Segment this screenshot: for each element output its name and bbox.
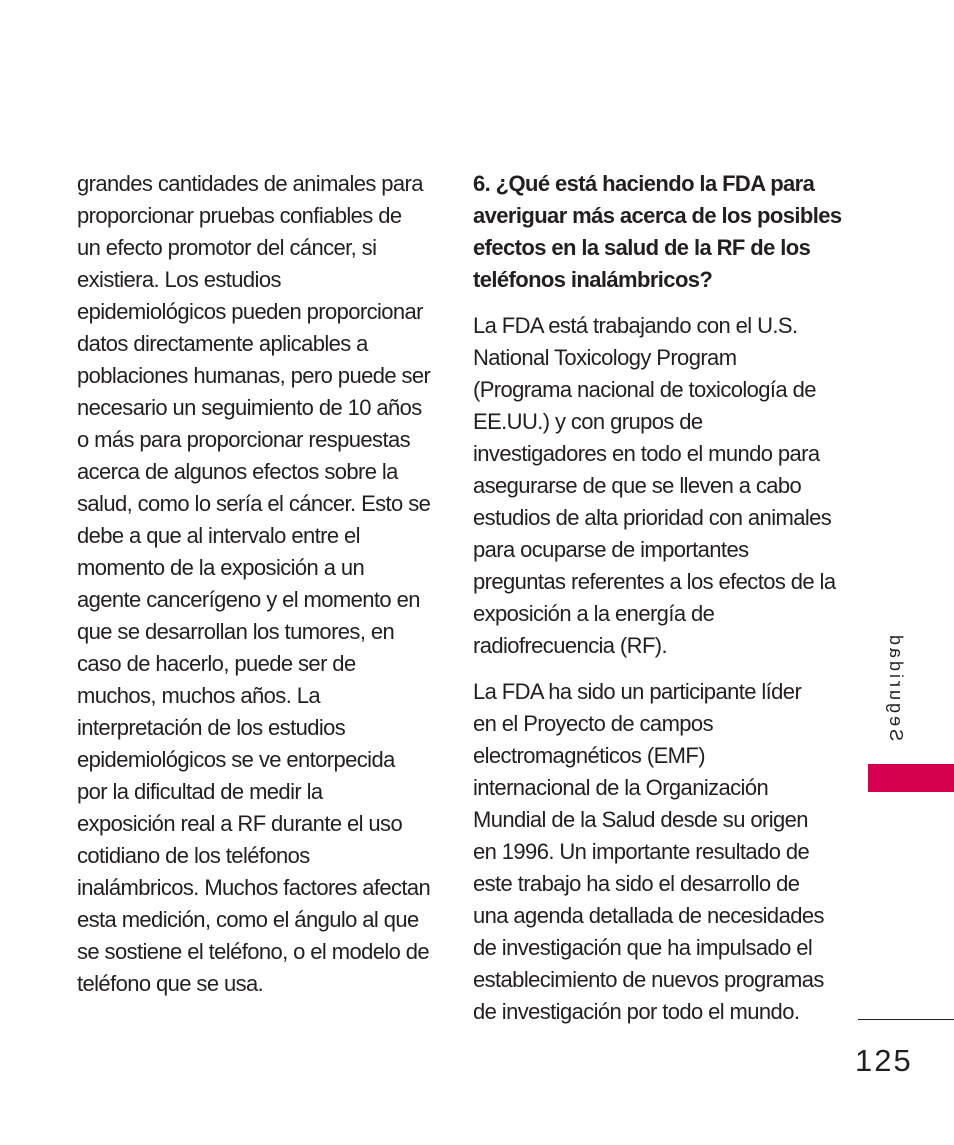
text-line: en el Proyecto de campos <box>473 711 713 736</box>
heading-line: efectos en la salud de la RF de los <box>473 235 811 260</box>
text-line: epidemiológicos pueden proporcionar <box>77 299 423 324</box>
text-line: establecimiento de nuevos programas <box>473 967 824 992</box>
text-line: momento de la exposición a un <box>77 555 365 580</box>
question-heading <box>473 168 842 296</box>
text-line: caso de hacerlo, puede ser de <box>77 651 356 676</box>
section-tab-marker <box>868 764 954 792</box>
text-line: salud, como lo sería el cáncer. Esto se <box>77 491 431 516</box>
text-line: exposición real a RF durante el uso <box>77 811 403 836</box>
text-line: proporcionar pruebas confiables de <box>77 203 402 228</box>
text-line: de investigación que ha impulsado el <box>473 935 813 960</box>
text-line: La FDA está trabajando con el U.S. <box>473 313 798 338</box>
text-line: datos directamente aplicables a <box>77 331 368 356</box>
text-line: cotidiano de los teléfonos <box>77 843 310 868</box>
text-line: este trabajo ha sido el desarrollo de <box>473 871 800 896</box>
page-number: 125 <box>855 1043 913 1078</box>
page-number-rule <box>858 1019 954 1020</box>
text-line: teléfono que se usa. <box>77 971 264 996</box>
text-line: acerca de algunos efectos sobre la <box>77 459 398 484</box>
text-line: La FDA ha sido un participante líder <box>473 679 802 704</box>
heading-line: teléfonos inalámbricos? <box>473 267 713 292</box>
text-line: estudios de alta prioridad con animales <box>473 505 832 530</box>
text-line: o más para proporcionar respuestas <box>77 427 411 452</box>
text-line: preguntas referentes a los efectos de la <box>473 569 836 594</box>
text-line: asegurarse de que se lleven a cabo <box>473 473 802 498</box>
text-line: en 1996. Un importante resultado de <box>473 839 810 864</box>
text-line: (Programa nacional de toxicología de <box>473 377 816 402</box>
text-line: epidemiológicos se ve entorpecida <box>77 747 395 772</box>
text-line: una agenda detallada de necesidades <box>473 903 824 928</box>
text-line: agente cancerígeno y el momento en <box>77 587 420 612</box>
text-line: que se desarrollan los tumores, en <box>77 619 395 644</box>
text-line: un efecto promotor del cáncer, si <box>77 235 377 260</box>
left-column <box>77 168 437 1014</box>
text-line: EE.UU.) y con grupos de <box>473 409 703 434</box>
text-line: exposición a la energía de <box>473 601 715 626</box>
text-line: National Toxicology Program <box>473 345 737 370</box>
text-line: grandes cantidades de animales para <box>77 171 423 196</box>
text-line: radiofrecuencia (RF). <box>473 633 668 658</box>
left-paragraph <box>77 168 437 1000</box>
text-line: de investigación por todo el mundo. <box>473 999 800 1024</box>
answer-paragraph-1 <box>473 310 836 662</box>
answer-paragraph-2 <box>473 676 833 1028</box>
text-line: por la dificultad de medir la <box>77 779 323 804</box>
text-line: interpretación de los estudios <box>77 715 346 740</box>
text-line: investigadores en todo el mundo para <box>473 441 820 466</box>
text-line: inalámbricos. Muchos factores afectan <box>77 875 431 900</box>
text-line: para ocuparse de importantes <box>473 537 749 562</box>
text-line: muchos, muchos años. La <box>77 683 321 708</box>
heading-line: averiguar más acerca de los posibles <box>473 203 842 228</box>
heading-line: 6. ¿Qué está haciendo la FDA para <box>473 171 815 196</box>
text-line: Mundial de la Salud desde su origen <box>473 807 808 832</box>
text-line: necesario un seguimiento de 10 años <box>77 395 422 420</box>
text-line: debe a que al intervalo entre el <box>77 523 360 548</box>
section-label: Seguridad <box>886 632 906 742</box>
text-line: internacional de la Organización <box>473 775 769 800</box>
text-line: electromagnéticos (EMF) <box>473 743 705 768</box>
text-line: se sostiene el teléfono, o el modelo de <box>77 939 430 964</box>
text-line: existiera. Los estudios <box>77 267 281 292</box>
text-line: esta medición, como el ángulo al que <box>77 907 419 932</box>
right-column <box>473 168 842 1042</box>
text-line: poblaciones humanas, pero puede ser <box>77 363 431 388</box>
